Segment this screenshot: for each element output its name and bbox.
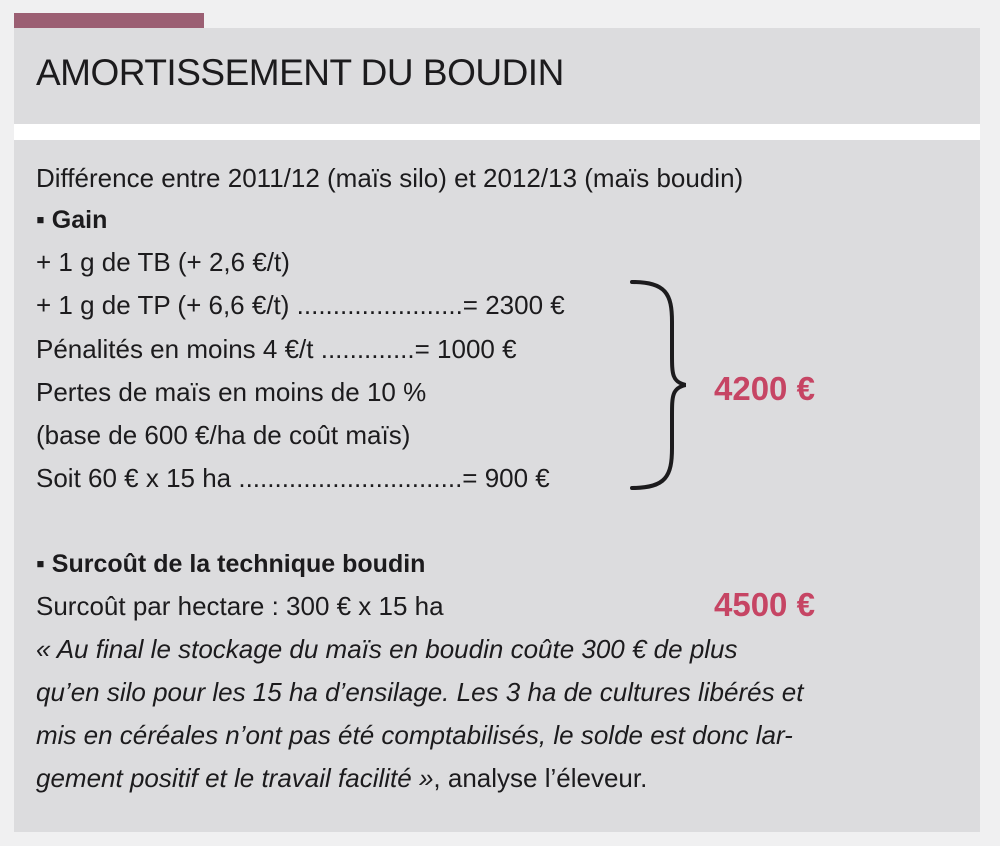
surcout-heading: ▪ Surcoût de la technique boudin [36,550,426,578]
surcout-total: 4500 € [714,586,815,623]
page-title: AMORTISSEMENT DU BOUDIN [36,52,564,93]
gain-heading: ▪ Gain [36,206,108,234]
gain-total: 4200 € [714,370,815,407]
gain-line: (base de 600 €/ha de coût maïs) [36,420,411,450]
quote-line: mis en céréales n’ont pas été comptabilisés, le solde est donc lar- [36,720,793,750]
curly-brace-icon [626,274,686,496]
quote-line: « Au final le stockage du maïs en boudin coûte 300 € de plus [36,634,738,664]
gain-line: Pénalités en moins 4 €/t .............= 1000 € [36,334,517,364]
quote-line: gement positif et le travail facilité » [36,763,434,793]
quote-attribution: , analyse l’éleveur. [433,763,648,793]
gain-line: + 1 g de TB (+ 2,6 €/t) [36,247,290,277]
gain-line: + 1 g de TP (+ 6,6 €/t) .......................= 2300 € [36,290,565,320]
intro-text: Différence entre 2011/12 (maïs silo) et 2012/13 (maïs boudin) [36,163,744,193]
accent-bar [14,13,204,28]
gain-line: Soit 60 € x 15 ha ...............................= 900 € [36,463,550,493]
gain-line: Pertes de maïs en moins de 10 % [36,377,427,407]
surcout-line: Surcoût par hectare : 300 € x 15 ha [36,591,444,621]
divider [14,124,980,140]
quote-line: qu’en silo pour les 15 ha d’ensilage. Les 3 ha de cultures libérés et [36,677,804,707]
quote-last-line [36,763,647,793]
